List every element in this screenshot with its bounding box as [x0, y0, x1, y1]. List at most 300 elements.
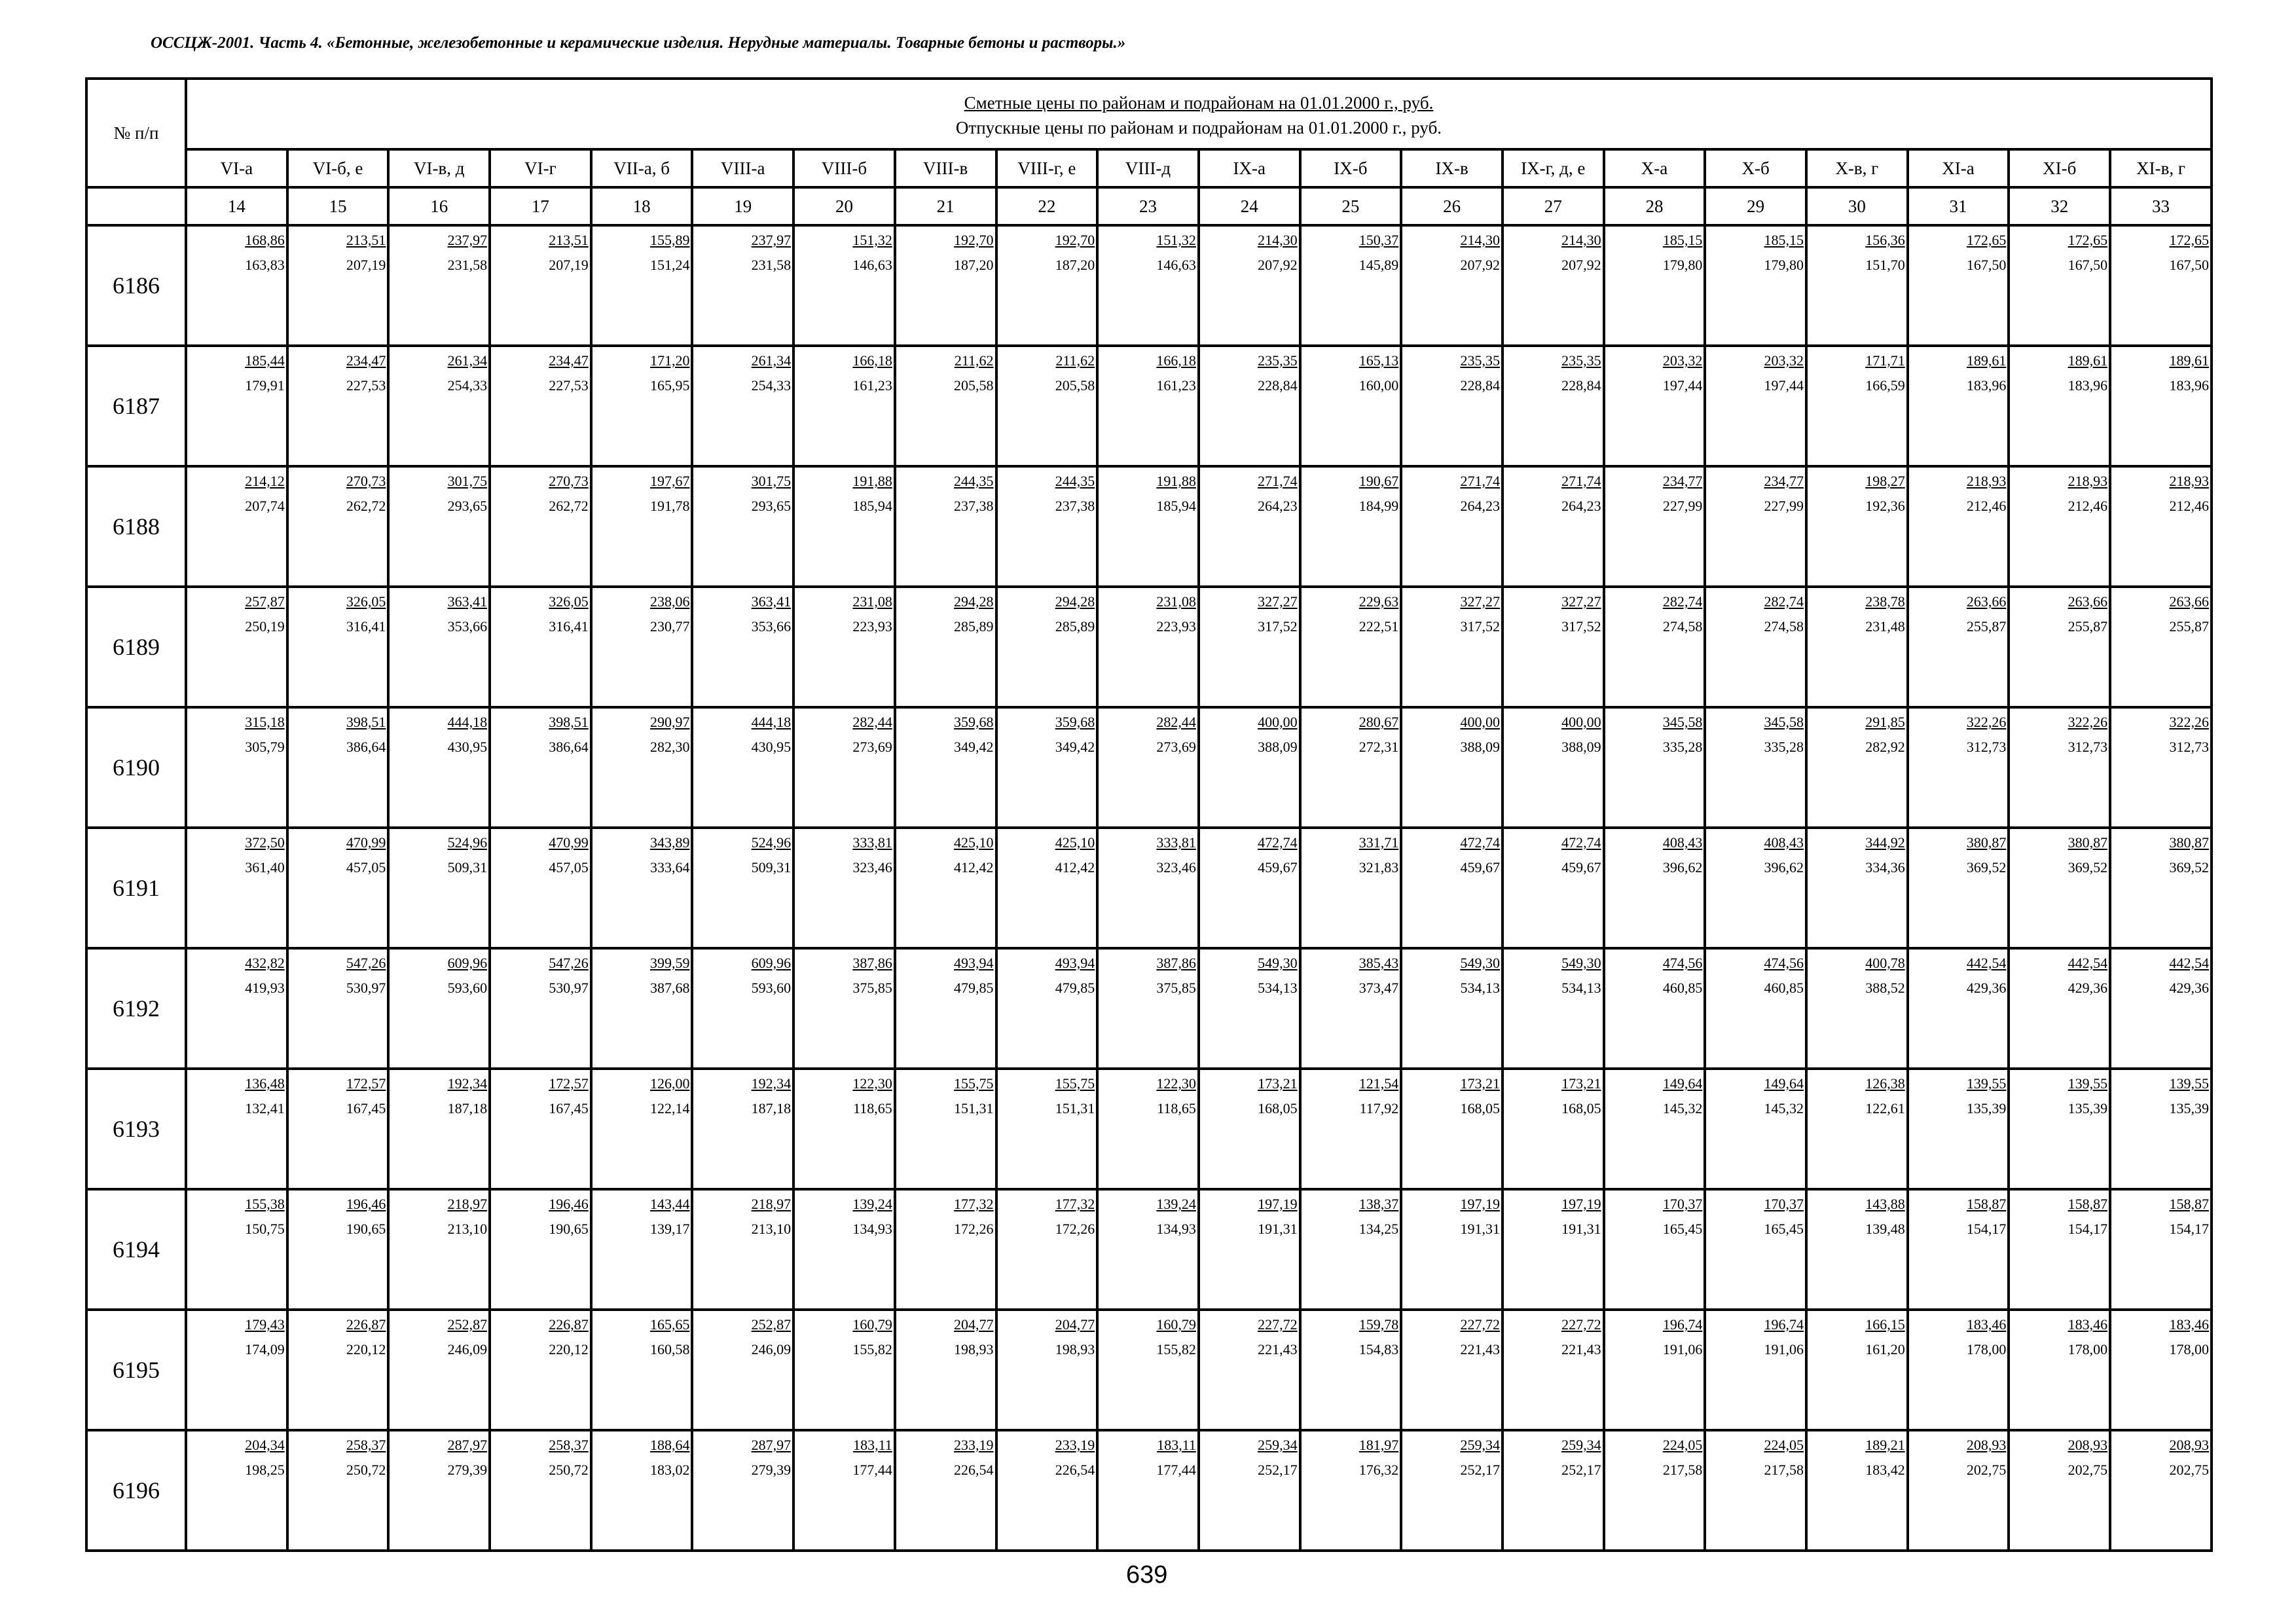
release-price: 177,44: [1156, 1462, 1196, 1478]
price-cell: [287, 948, 389, 1069]
release-price: 227,99: [1764, 498, 1804, 514]
release-price: 479,85: [954, 980, 994, 996]
price-cell: [1908, 828, 2009, 948]
estimate-price: 126,00: [649, 1075, 690, 1092]
price-cell: [996, 1189, 1098, 1310]
estimate-price: 282,44: [1156, 714, 1196, 730]
release-price: 187,18: [447, 1100, 488, 1116]
estimate-price: 185,15: [1764, 232, 1804, 248]
price-cell: [1199, 225, 1300, 346]
price-cell: [1097, 707, 1199, 828]
release-price: 223,93: [1156, 618, 1196, 635]
price-cell: [996, 1430, 1098, 1551]
estimate-price: 138,37: [1358, 1196, 1399, 1212]
district-header-row: [86, 149, 2212, 187]
estimate-price: 235,35: [1258, 352, 1298, 369]
release-price: 213,10: [447, 1221, 488, 1237]
price-cell: [793, 828, 895, 948]
estimate-price: 408,43: [1662, 834, 1703, 851]
release-price: 264,23: [1460, 498, 1500, 514]
price-cell: [591, 587, 693, 707]
estimate-price: 204,77: [1055, 1316, 1095, 1333]
release-price: 184,99: [1358, 498, 1399, 514]
release-price: 221,43: [1561, 1341, 1601, 1357]
release-price: 429,36: [2169, 980, 2209, 996]
price-cell: [1806, 1189, 1908, 1310]
release-price: 317,52: [1561, 618, 1601, 635]
price-cell: [1604, 1189, 1705, 1310]
release-price: 202,75: [2068, 1462, 2108, 1478]
estimate-price: 493,94: [1055, 955, 1095, 971]
price-cell: [1199, 707, 1300, 828]
estimate-price: 238,78: [1865, 593, 1905, 610]
estimate-price: 156,36: [1865, 232, 1905, 248]
price-cell: [186, 225, 287, 346]
release-price: 161,23: [852, 377, 892, 394]
release-price: 183,96: [1966, 377, 2007, 394]
release-price: 139,17: [649, 1221, 690, 1237]
column-number: 16: [388, 187, 490, 225]
release-price: 183,02: [649, 1462, 690, 1478]
release-price: 457,05: [549, 859, 589, 876]
estimate-price: 197,19: [1258, 1196, 1298, 1212]
release-price: 459,67: [1258, 859, 1298, 876]
caption-release-prices: Отпускные цены по районам и подрайонам на 01.01.2000 г., руб.: [955, 118, 1442, 138]
release-price: 353,66: [447, 618, 488, 635]
price-cell: [1300, 707, 1402, 828]
estimate-price: 177,32: [954, 1196, 994, 1212]
release-price: 388,09: [1561, 739, 1601, 755]
release-price: 213,10: [751, 1221, 792, 1237]
release-price: 145,32: [1764, 1100, 1804, 1116]
release-price: 255,87: [2068, 618, 2108, 635]
price-cell: [1908, 1189, 2009, 1310]
release-price: 312,73: [1966, 739, 2007, 755]
price-cell: [1401, 587, 1503, 707]
district-header: VI-г: [490, 149, 591, 187]
price-cell: [996, 225, 1098, 346]
price-cell: [490, 828, 591, 948]
estimate-price: 226,87: [346, 1316, 386, 1333]
district-header: X-в, г: [1806, 149, 1908, 187]
price-cell: [287, 1189, 389, 1310]
release-price: 264,23: [1561, 498, 1601, 514]
estimate-price: 234,77: [1662, 473, 1703, 489]
release-price: 192,36: [1865, 498, 1905, 514]
release-price: 250,72: [549, 1462, 589, 1478]
release-price: 534,13: [1460, 980, 1500, 996]
release-price: 145,89: [1358, 257, 1399, 273]
release-price: 282,92: [1865, 739, 1905, 755]
price-cell: [1806, 1069, 1908, 1189]
release-price: 198,25: [245, 1462, 285, 1478]
price-cell: [287, 587, 389, 707]
price-cell: [591, 828, 693, 948]
release-price: 457,05: [346, 859, 386, 876]
release-price: 165,45: [1662, 1221, 1703, 1237]
estimate-price: 234,47: [549, 352, 589, 369]
price-cell: [1300, 1069, 1402, 1189]
price-cell: [2110, 466, 2212, 587]
price-cell: [1300, 828, 1402, 948]
release-price: 593,60: [447, 980, 488, 996]
release-price: 412,42: [954, 859, 994, 876]
row-number: 6186: [86, 225, 186, 346]
release-price: 135,39: [2169, 1100, 2209, 1116]
estimate-price: 183,11: [853, 1437, 892, 1453]
price-cell: [2110, 707, 2212, 828]
release-price: 293,65: [751, 498, 792, 514]
estimate-price: 185,15: [1662, 232, 1703, 248]
estimate-price: 327,27: [1561, 593, 1601, 610]
release-price: 430,95: [447, 739, 488, 755]
price-cell: [1097, 587, 1199, 707]
estimate-price: 261,34: [447, 352, 488, 369]
price-cell: [388, 225, 490, 346]
estimate-price: 326,05: [549, 593, 589, 610]
release-price: 167,50: [2068, 257, 2108, 273]
price-cell: [793, 466, 895, 587]
price-cell: [2009, 948, 2110, 1069]
price-cell: [490, 466, 591, 587]
price-cell: [1097, 1189, 1199, 1310]
table-row: [86, 587, 2212, 707]
estimate-price: 380,87: [2169, 834, 2209, 851]
district-header: IX-в: [1401, 149, 1503, 187]
price-cell: [1908, 948, 2009, 1069]
price-cell: [793, 346, 895, 466]
estimate-price: 218,93: [2068, 473, 2108, 489]
release-price: 146,63: [852, 257, 892, 273]
price-cell: [1908, 1430, 2009, 1551]
estimate-price: 327,27: [1460, 593, 1500, 610]
estimate-price: 204,77: [954, 1316, 994, 1333]
estimate-price: 139,55: [1966, 1075, 2007, 1092]
release-price: 282,30: [649, 739, 690, 755]
estimate-price: 139,24: [852, 1196, 892, 1212]
estimate-price: 143,88: [1865, 1196, 1905, 1212]
estimate-price: 166,15: [1865, 1316, 1905, 1333]
estimate-price: 237,97: [751, 232, 792, 248]
estimate-price: 165,13: [1358, 352, 1399, 369]
release-price: 369,52: [1966, 859, 2007, 876]
release-price: 479,85: [1055, 980, 1095, 996]
price-cell: [692, 1310, 793, 1430]
release-price: 145,32: [1662, 1100, 1703, 1116]
price-cell: [1806, 587, 1908, 707]
price-cell: [1908, 346, 2009, 466]
estimate-price: 198,27: [1865, 473, 1905, 489]
estimate-price: 359,68: [954, 714, 994, 730]
price-cell: [1097, 1310, 1199, 1430]
estimate-price: 282,74: [1662, 593, 1703, 610]
price-cell: [2009, 466, 2110, 587]
row-number: 6195: [86, 1310, 186, 1430]
price-cell: [1199, 466, 1300, 587]
estimate-price: 333,81: [852, 834, 892, 851]
price-cell: [2009, 1430, 2110, 1551]
price-cell: [388, 828, 490, 948]
price-cell: [490, 225, 591, 346]
release-price: 132,41: [245, 1100, 285, 1116]
price-cell: [793, 1069, 895, 1189]
estimate-price: 190,67: [1358, 473, 1399, 489]
release-price: 221,43: [1460, 1341, 1500, 1357]
price-cell: [186, 707, 287, 828]
estimate-price: 170,37: [1764, 1196, 1804, 1212]
price-cell: [2110, 1069, 2212, 1189]
release-price: 179,80: [1764, 257, 1804, 273]
release-price: 361,40: [245, 859, 285, 876]
table-row: [86, 1310, 2212, 1430]
estimate-price: 218,97: [751, 1196, 792, 1212]
release-price: 166,59: [1865, 377, 1905, 394]
price-cell: [1300, 466, 1402, 587]
price-cell: [1199, 346, 1300, 466]
price-cell: [1401, 707, 1503, 828]
price-cell: [1401, 466, 1503, 587]
estimate-price: 224,05: [1764, 1437, 1804, 1453]
table-row: [86, 707, 2212, 828]
price-cell: [1806, 466, 1908, 587]
release-price: 396,62: [1662, 859, 1703, 876]
price-cell: [1604, 225, 1705, 346]
estimate-price: 197,67: [649, 473, 690, 489]
release-price: 190,65: [346, 1221, 386, 1237]
price-cell: [388, 707, 490, 828]
price-cell: [1705, 587, 1806, 707]
estimate-price: 244,35: [954, 473, 994, 489]
release-price: 335,28: [1662, 739, 1703, 755]
release-price: 396,62: [1764, 859, 1804, 876]
price-cell: [1705, 346, 1806, 466]
price-cell: [1097, 466, 1199, 587]
release-price: 161,20: [1865, 1341, 1905, 1357]
price-cell: [388, 1310, 490, 1430]
estimate-price: 442,54: [2169, 955, 2209, 971]
release-price: 228,84: [1561, 377, 1601, 394]
estimate-price: 363,41: [751, 593, 792, 610]
column-number: 28: [1604, 187, 1705, 225]
release-price: 198,93: [1055, 1341, 1095, 1357]
estimate-price: 258,37: [346, 1437, 386, 1453]
estimate-price: 191,88: [852, 473, 892, 489]
estimate-price: 257,87: [245, 593, 285, 610]
price-cell: [1300, 1430, 1402, 1551]
estimate-price: 472,74: [1460, 834, 1500, 851]
price-cell: [895, 948, 996, 1069]
estimate-price: 372,50: [245, 834, 285, 851]
release-price: 312,73: [2169, 739, 2209, 755]
table-caption: [186, 79, 2212, 149]
estimate-price: 270,73: [549, 473, 589, 489]
release-price: 274,58: [1662, 618, 1703, 635]
release-price: 237,38: [954, 498, 994, 514]
release-price: 185,94: [852, 498, 892, 514]
release-price: 167,50: [2169, 257, 2209, 273]
price-cell: [591, 1430, 693, 1551]
release-price: 293,65: [447, 498, 488, 514]
estimate-price: 204,34: [245, 1437, 285, 1453]
price-cell: [1503, 828, 1604, 948]
estimate-price: 121,54: [1358, 1075, 1399, 1092]
estimate-price: 213,51: [549, 232, 589, 248]
release-price: 255,87: [2169, 618, 2209, 635]
estimate-price: 425,10: [1055, 834, 1095, 851]
price-cell: [692, 587, 793, 707]
estimate-price: 183,46: [1966, 1316, 2007, 1333]
column-number-blank: [86, 187, 186, 225]
estimate-price: 143,44: [649, 1196, 690, 1212]
release-price: 191,31: [1561, 1221, 1601, 1237]
price-cell: [2110, 346, 2212, 466]
price-cell: [591, 1189, 693, 1310]
price-cell: [1401, 1430, 1503, 1551]
estimate-price: 271,74: [1460, 473, 1500, 489]
release-price: 386,64: [346, 739, 386, 755]
price-cell: [388, 1430, 490, 1551]
row-number: 6189: [86, 587, 186, 707]
release-price: 231,58: [751, 257, 792, 273]
price-cell: [1503, 1069, 1604, 1189]
price-cell: [996, 1310, 1098, 1430]
price-cell: [996, 1069, 1098, 1189]
estimate-price: 139,24: [1156, 1196, 1196, 1212]
release-price: 419,93: [245, 980, 285, 996]
price-cell: [895, 828, 996, 948]
release-price: 117,92: [1359, 1100, 1399, 1116]
estimate-price: 287,97: [447, 1437, 488, 1453]
price-cell: [490, 1189, 591, 1310]
price-cell: [490, 346, 591, 466]
estimate-price: 183,46: [2169, 1316, 2209, 1333]
estimate-price: 173,21: [1460, 1075, 1500, 1092]
district-header: VIII-а: [692, 149, 793, 187]
release-price: 154,17: [2068, 1221, 2108, 1237]
estimate-price: 301,75: [447, 473, 488, 489]
estimate-price: 183,11: [1157, 1437, 1196, 1453]
estimate-price: 238,06: [649, 593, 690, 610]
price-cell: [287, 346, 389, 466]
estimate-price: 524,96: [751, 834, 792, 851]
price-cell: [2009, 828, 2110, 948]
price-cell: [1604, 587, 1705, 707]
estimate-price: 192,34: [751, 1075, 792, 1092]
estimate-price: 344,92: [1865, 834, 1905, 851]
price-cell: [1097, 346, 1199, 466]
estimate-price: 173,21: [1561, 1075, 1601, 1092]
estimate-price: 196,74: [1662, 1316, 1703, 1333]
release-price: 168,05: [1561, 1100, 1601, 1116]
district-header: VI-б, е: [287, 149, 389, 187]
release-price: 534,13: [1258, 980, 1298, 996]
estimate-price: 197,19: [1561, 1196, 1601, 1212]
estimate-price: 165,65: [649, 1316, 690, 1333]
price-cell: [793, 1310, 895, 1430]
price-cell: [1705, 948, 1806, 1069]
estimate-price: 474,56: [1764, 955, 1804, 971]
release-price: 160,58: [649, 1341, 690, 1357]
release-price: 262,72: [549, 498, 589, 514]
table-row: [86, 1069, 2212, 1189]
release-price: 388,09: [1258, 739, 1298, 755]
release-price: 317,52: [1460, 618, 1500, 635]
estimate-price: 213,51: [346, 232, 386, 248]
release-price: 217,58: [1764, 1462, 1804, 1478]
price-cell: [490, 587, 591, 707]
release-price: 593,60: [751, 980, 792, 996]
estimate-price: 547,26: [549, 955, 589, 971]
release-price: 530,97: [549, 980, 589, 996]
release-price: 273,69: [1156, 739, 1196, 755]
estimate-price: 263,66: [1966, 593, 2007, 610]
release-price: 191,31: [1460, 1221, 1500, 1237]
release-price: 122,14: [649, 1100, 690, 1116]
price-cell: [1300, 1189, 1402, 1310]
column-number: 24: [1199, 187, 1300, 225]
price-cell: [1503, 587, 1604, 707]
estimate-price: 151,32: [1156, 232, 1196, 248]
price-cell: [793, 1189, 895, 1310]
price-table: [85, 77, 2213, 1552]
estimate-price: 331,71: [1358, 834, 1399, 851]
release-price: 165,45: [1764, 1221, 1804, 1237]
release-price: 273,69: [852, 739, 892, 755]
release-price: 167,45: [346, 1100, 386, 1116]
estimate-price: 400,00: [1561, 714, 1601, 730]
estimate-price: 172,57: [549, 1075, 589, 1092]
release-price: 226,54: [1055, 1462, 1095, 1478]
estimate-price: 231,08: [852, 593, 892, 610]
price-cell: [591, 225, 693, 346]
price-cell: [2110, 948, 2212, 1069]
price-cell: [591, 1069, 693, 1189]
release-price: 509,31: [751, 859, 792, 876]
release-price: 168,05: [1460, 1100, 1500, 1116]
price-cell: [692, 346, 793, 466]
price-cell: [1503, 1310, 1604, 1430]
price-cell: [996, 466, 1098, 587]
estimate-price: 155,75: [1055, 1075, 1095, 1092]
release-price: 178,00: [1966, 1341, 2007, 1357]
price-cell: [1503, 707, 1604, 828]
release-price: 165,95: [649, 377, 690, 394]
price-cell: [1300, 1310, 1402, 1430]
release-price: 412,42: [1055, 859, 1095, 876]
estimate-price: 444,18: [447, 714, 488, 730]
price-cell: [287, 466, 389, 587]
price-cell: [895, 1430, 996, 1551]
estimate-price: 398,51: [549, 714, 589, 730]
release-price: 205,58: [954, 377, 994, 394]
release-price: 176,32: [1358, 1462, 1399, 1478]
release-price: 205,58: [1055, 377, 1095, 394]
release-price: 155,82: [852, 1341, 892, 1357]
estimate-price: 227,72: [1561, 1316, 1601, 1333]
estimate-price: 549,30: [1460, 955, 1500, 971]
column-number: 27: [1503, 187, 1604, 225]
release-price: 460,85: [1662, 980, 1703, 996]
price-cell: [793, 707, 895, 828]
estimate-price: 282,74: [1764, 593, 1804, 610]
district-header: VII-а, б: [591, 149, 693, 187]
estimate-price: 150,37: [1358, 232, 1399, 248]
column-number: 15: [287, 187, 389, 225]
estimate-price: 472,74: [1258, 834, 1298, 851]
table-row: [86, 1189, 2212, 1310]
estimate-price: 359,68: [1055, 714, 1095, 730]
table-row: [86, 828, 2212, 948]
